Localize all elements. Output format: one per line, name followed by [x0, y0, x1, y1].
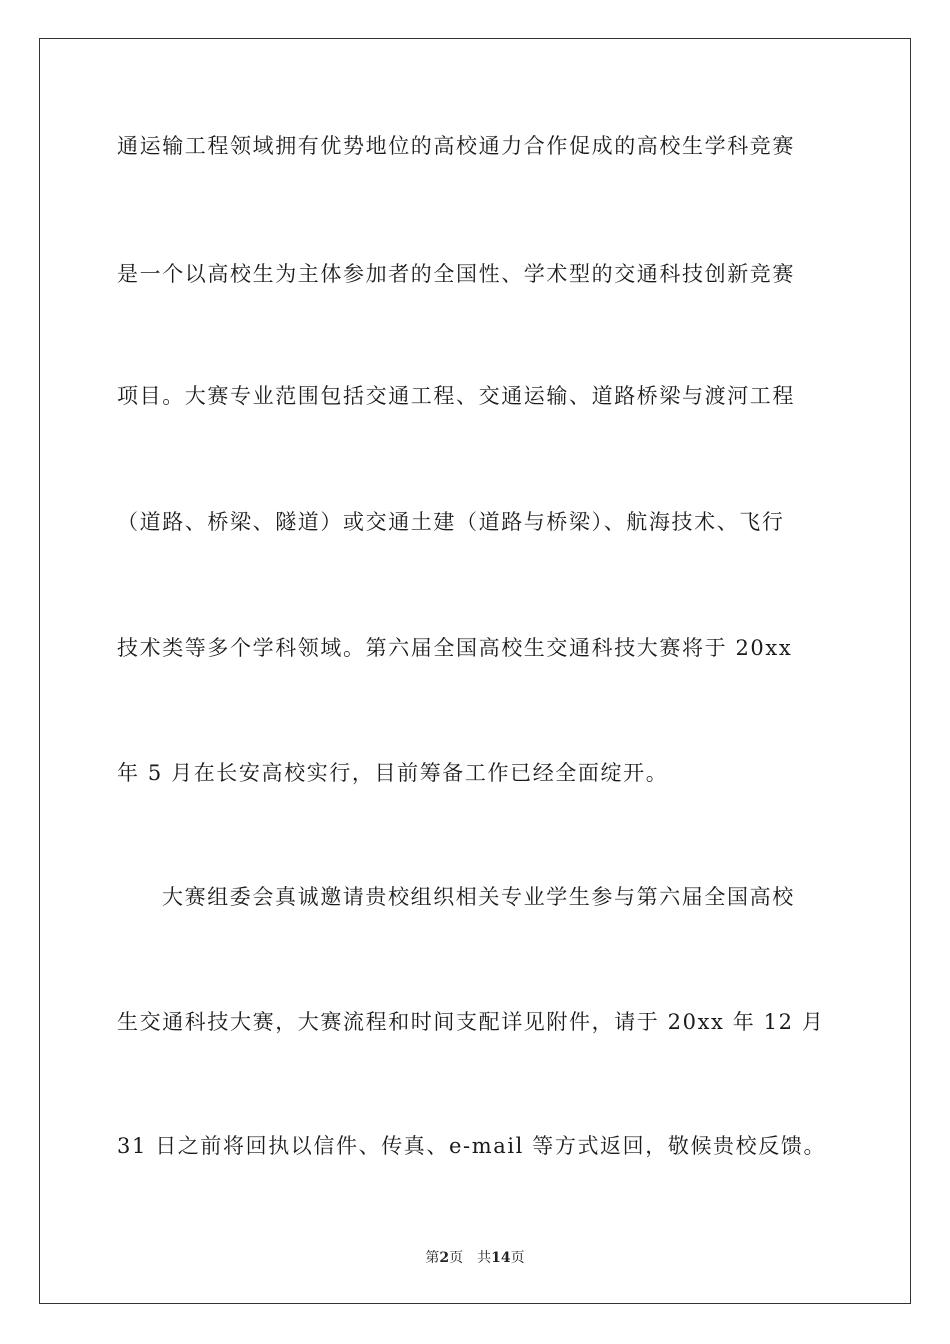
- page-border: [39, 38, 911, 1304]
- text-line-6: 年 5 月在长安高校实行，目前筹备工作已经全面绽开。: [117, 761, 669, 785]
- footer-page-suffix: 页: [449, 1250, 464, 1266]
- footer-total-suffix: 页: [510, 1250, 525, 1266]
- text-line-9: 31 日之前将回执以信件、传真、e-mail 等方式返回，敬候贵校反馈。: [117, 1134, 827, 1158]
- text-line-7: 大赛组委会真诚邀请贵校组织相关专业学生参与第六届全国高校: [162, 885, 795, 909]
- text-line-2: 是一个以高校生为主体参加者的全国性、学术型的交通科技创新竞赛: [117, 262, 795, 286]
- text-line-8: 生交通科技大赛，大赛流程和时间支配详见附件，请于 20xx 年 12 月: [117, 1010, 825, 1034]
- footer-page-prefix: 第: [425, 1250, 440, 1266]
- text-line-5: 技术类等多个学科领域。第六届全国高校生交通科技大赛将于 20xx: [117, 636, 793, 660]
- text-line-4: （道路、桥梁、隧道）或交通土建（道路与桥梁）、航海技术、飞行: [117, 510, 785, 534]
- footer-page-number: 2: [439, 1250, 450, 1266]
- footer-total-prefix: 共: [477, 1250, 492, 1266]
- page-footer: [0, 1248, 950, 1268]
- text-line-1: 通运输工程领域拥有优势地位的高校通力合作促成的高校生学科竞赛: [117, 134, 795, 158]
- text-line-3: 项目。大赛专业范围包括交通工程、交通运输、道路桥梁与渡河工程: [117, 384, 795, 408]
- footer-total-pages: 14: [491, 1250, 511, 1266]
